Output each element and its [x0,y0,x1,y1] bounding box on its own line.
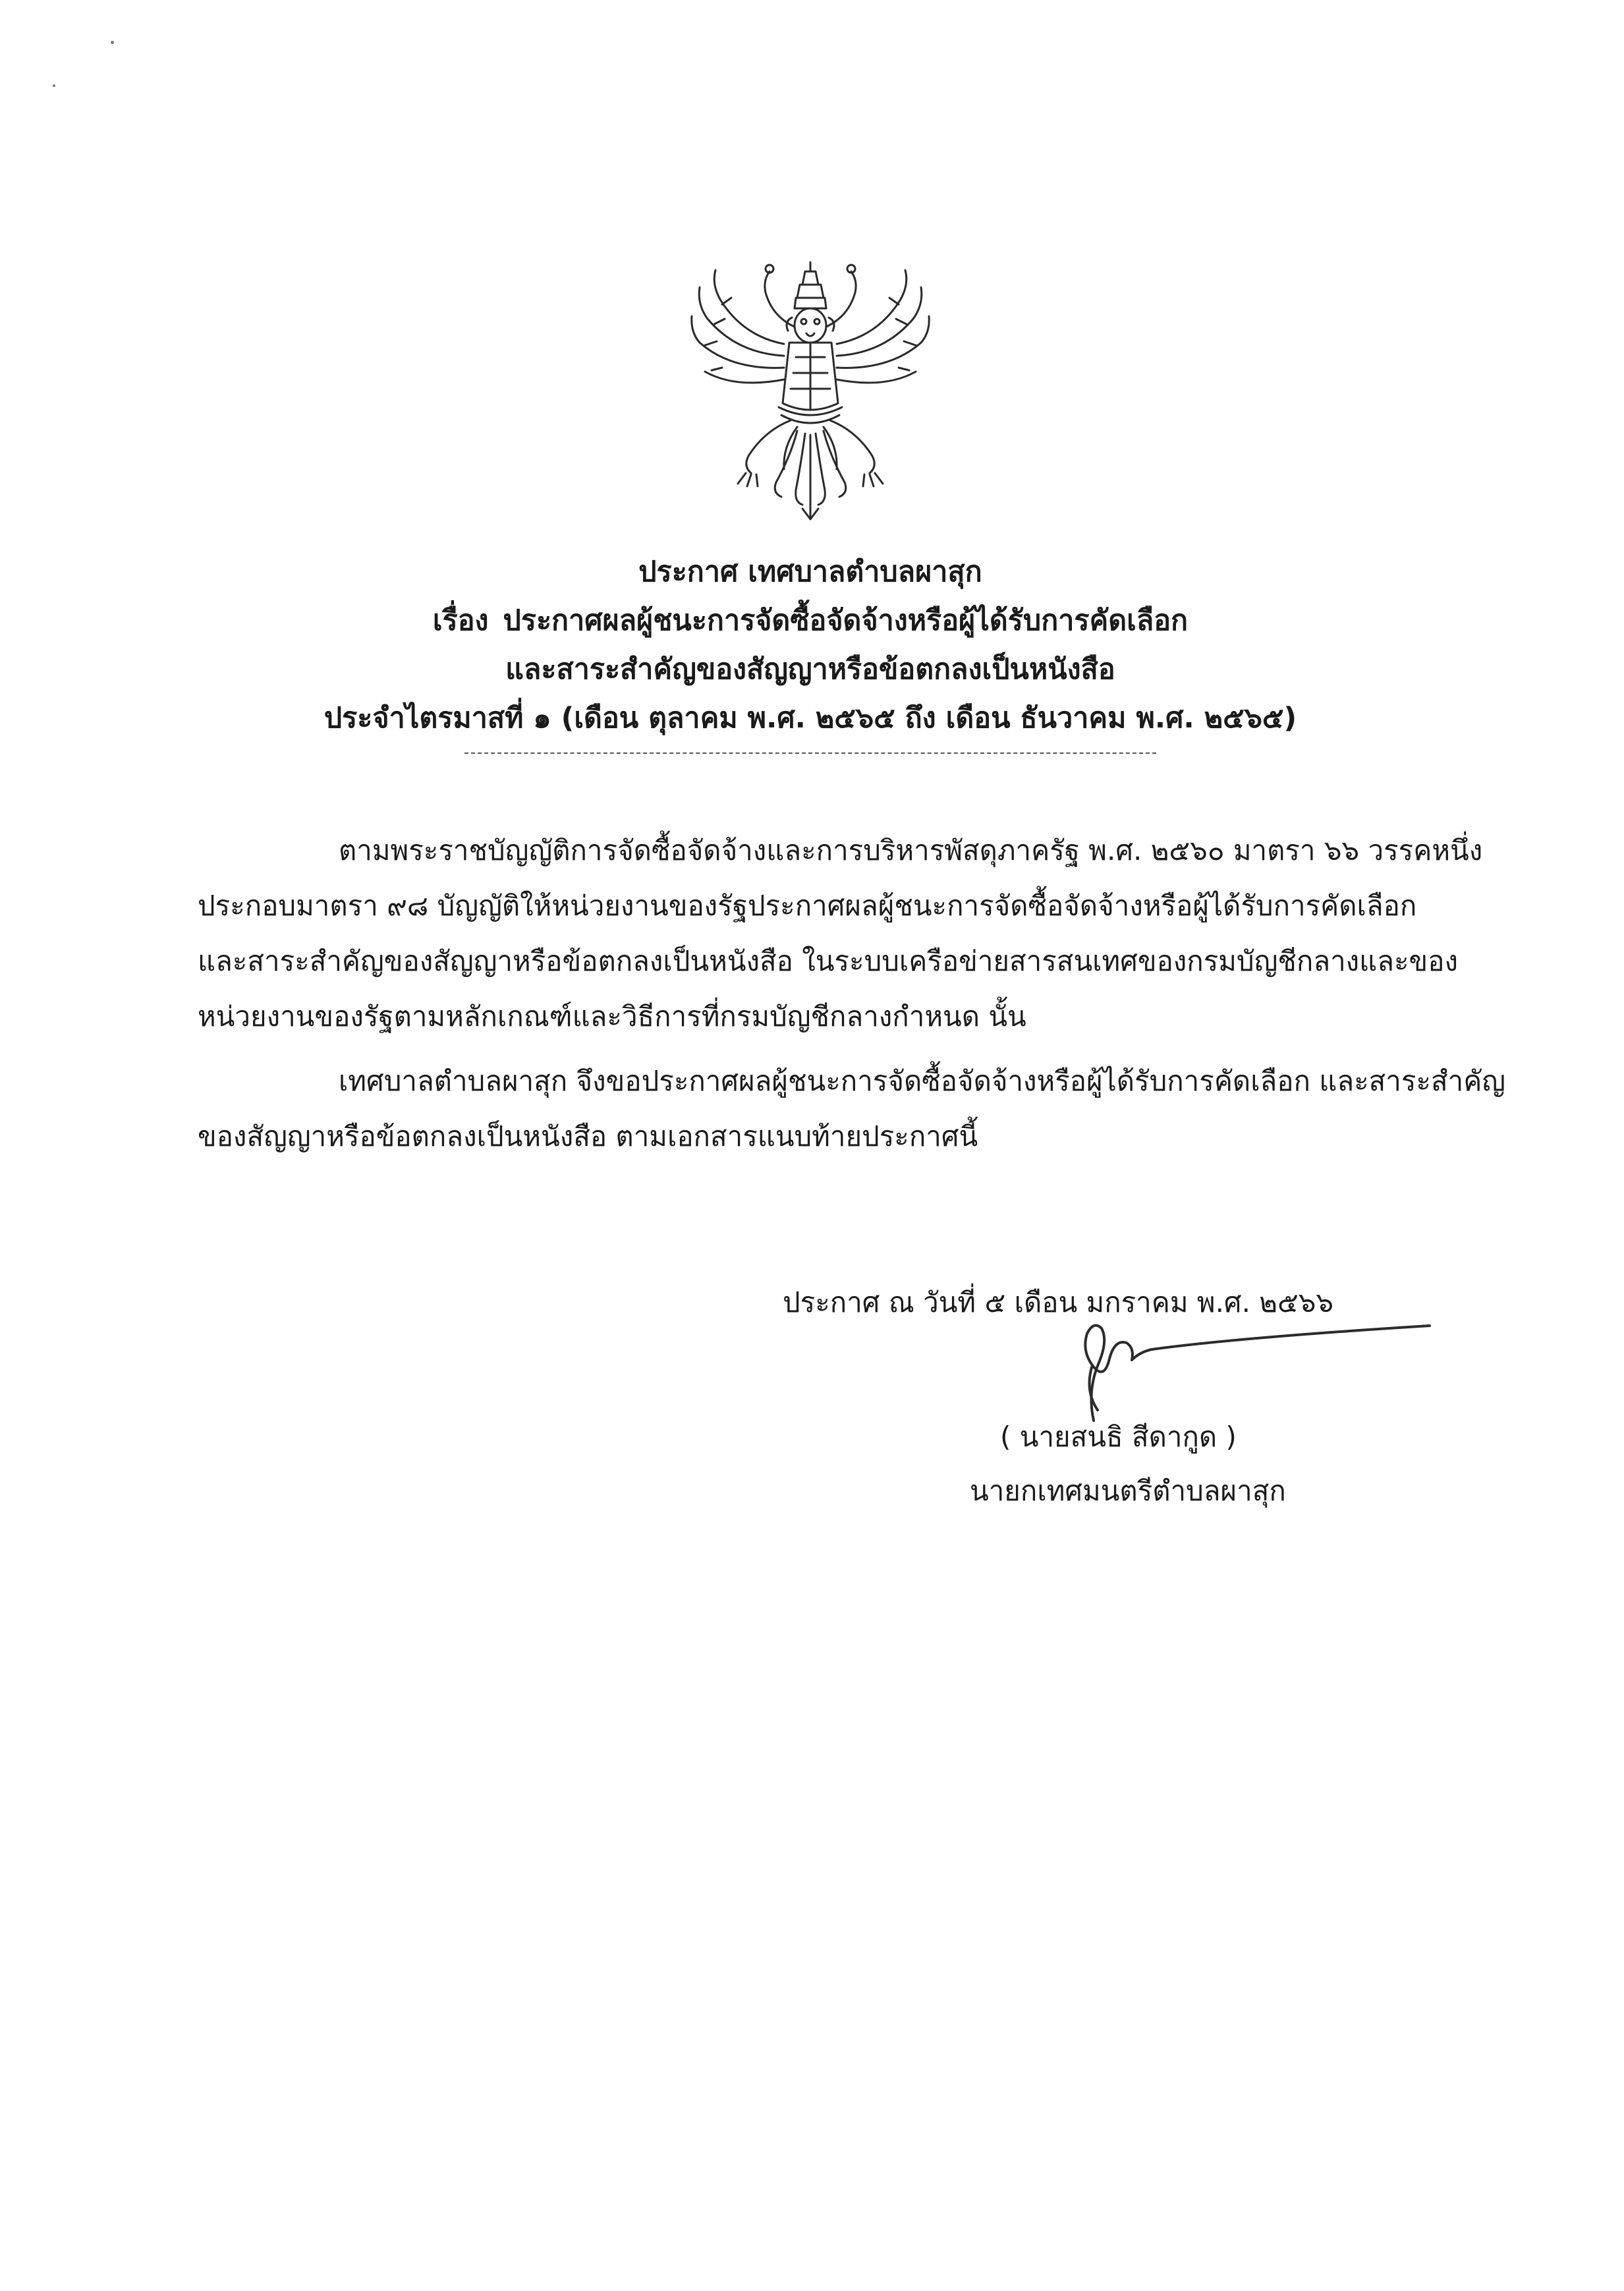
paragraph-2-line-1: เทศบาลตำบลผาสุก จึงขอประกาศผลผู้ชนะการจัดซื้อจัดจ้างหรือผู้ได้รับการคัดเลือก และสาระสำคัญ [339,1065,1506,1097]
handwritten-signature [1021,1291,1449,1430]
announcement-period: ประจำไตรมาสที่ ๑ (เดือน ตุลาคม พ.ศ. ๒๕๖๕ ถึง เดือน ธันวาคม พ.ศ. ๒๕๖๕) [323,702,1297,735]
scan-speck [53,84,55,87]
announcement-title: ประกาศ เทศบาลตำบลผาสุก [638,555,982,588]
signatory-name: ( นายสนธิ สีดากูด ) [1000,1421,1237,1453]
garuda-emblem-icon [685,258,936,522]
scan-speck [111,41,114,44]
paragraph-1-line-2: ประกอบมาตรา ๙๘ บัญญัติให้หน่วยงานของรัฐประกาศผลผู้ชนะการจัดซื้อจัดจ้างหรือผู้ได้รับการคัดเลือก [198,890,1417,922]
paragraph-1-line-3: และสาระสำคัญของสัญญาหรือข้อตกลงเป็นหนังสือ ในระบบเครือข่ายสารสนเทศของกรมบัญชีกลางและของ [198,945,1458,977]
paragraph-2-line-2: ของสัญญาหรือข้อตกลงเป็นหนังสือ ตามเอกสารแนบท้ายประกาศนี้ [198,1120,978,1152]
announcement-subject [198,601,1423,640]
heading-divider [464,752,1156,754]
announcement-date: ประกาศ ณ วันที่ ๕ เดือน มกราคม พ.ศ. ๒๕๖๖ [783,1286,1334,1318]
paragraph-1-line-1: ตามพระราชบัญญัติการจัดซื้อจัดจ้างและการบริหารพัสดุภาครัฐ พ.ศ. ๒๕๖๐ มาตรา ๖๖ วรรคหนึ่ง [339,834,1483,866]
paragraph-1-line-4: หน่วยงานของรัฐตามหลักเกณฑ์และวิธีการที่กรมบัญชีกลางกำหนด นั้น [198,1000,1026,1032]
subject-label: เรื่อง [432,604,489,637]
subject-line-1: ประกาศผลผู้ชนะการจัดซื้อจัดจ้างหรือผู้ได้รับการคัดเลือก [503,604,1189,637]
signatory-position: นายกเทศมนตรีตำบลผาสุก [970,1475,1286,1507]
subject-line-2: และสาระสำคัญของสัญญาหรือข้อตกลงเป็นหนังสือ [505,653,1115,686]
